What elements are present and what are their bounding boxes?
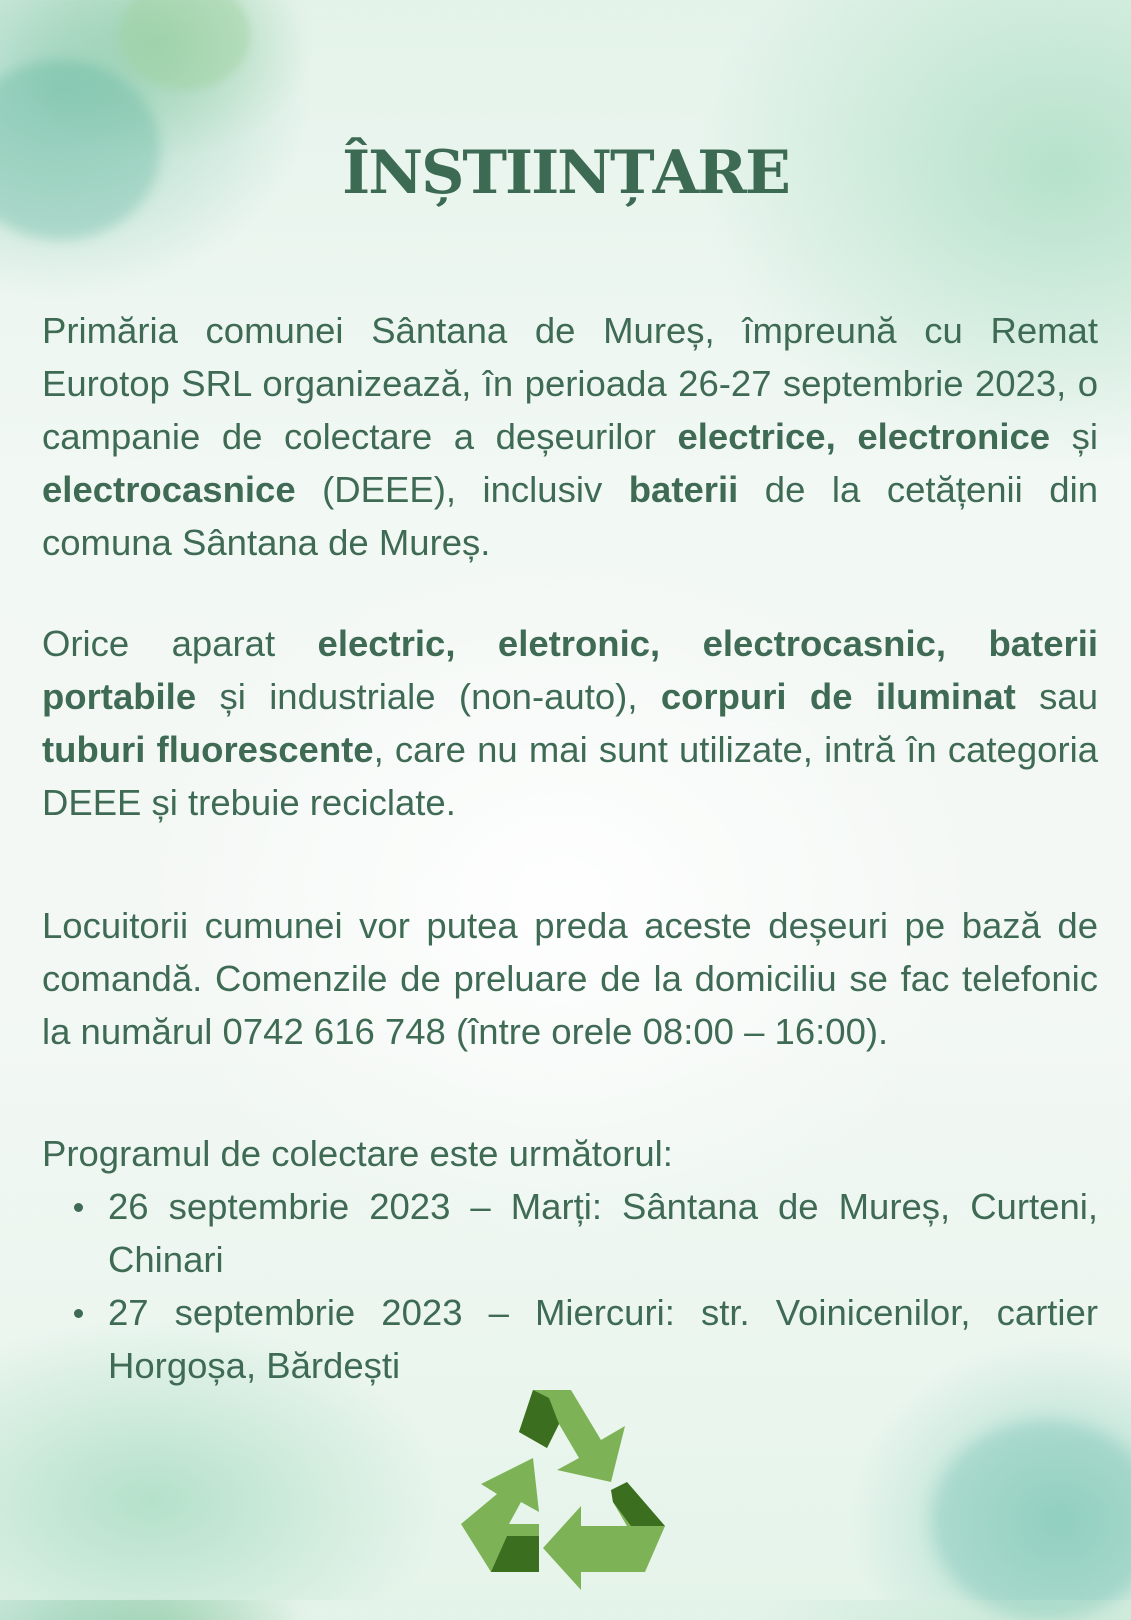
recycle-icon	[461, 1386, 665, 1590]
body-text: Orice aparat	[42, 623, 318, 664]
body-text: și industriale (non-auto),	[196, 676, 661, 717]
body-text: Primăria comunei Sântana de Mureș, împreună cu Remat Eurotop SRL organizează, în perioada 26-27 septembrie 2023, o campanie de colectare a deșeurilor	[42, 310, 1098, 457]
body-text: de la cetățenii din comuna Sântana de Mureș.	[42, 469, 1098, 563]
watercolor-splash-bottom-right	[931, 1420, 1131, 1620]
schedule-item: 27 septembrie 2023 – Miercuri: str. Voinicenilor, cartier Horgoșa, Bărdești	[108, 1286, 1098, 1392]
body-text: (DEEE), inclusiv	[295, 469, 629, 510]
paragraph-campaign	[42, 304, 1098, 569]
emphasis-text: electric, eletronic, electrocasnic, baterii portabile	[42, 623, 1098, 717]
emphasis-text: tuburi fluorescente	[42, 729, 374, 770]
recycle-arrow-left	[461, 1458, 539, 1572]
schedule-intro: Programul de colectare este următorul:	[42, 1133, 673, 1174]
recycle-arrow-right	[543, 1482, 665, 1590]
paragraph-deee-items	[42, 617, 1098, 829]
emphasis-text: baterii	[628, 469, 739, 510]
body-text: și	[1050, 416, 1099, 457]
notice-body	[42, 304, 1098, 1392]
page-title: ÎNȘTIINȚARE	[342, 138, 789, 208]
paragraph-pickup-order: Locuitorii cumunei vor putea preda aceste deșeuri pe bază de comandă. Comenzile de preluare de la domiciliu se fac telefonic la numărul 0742 616 748 (între orele 08:00 – 16:00).	[42, 905, 1098, 1052]
emphasis-text: corpuri de iluminat	[660, 676, 1016, 717]
body-text: sau	[1015, 676, 1098, 717]
emphasis-text: electrocasnice	[42, 469, 296, 510]
schedule-list	[42, 1180, 1098, 1392]
body-text: , care nu mai sunt utilizate, intră în categoria DEEE și trebuie reciclate.	[42, 729, 1099, 823]
emphasis-text: electrice, electronice	[677, 416, 1051, 457]
watercolor-splash-top	[120, 0, 250, 90]
recycle-arrow-top	[519, 1390, 625, 1482]
schedule-item: 26 septembrie 2023 – Marți: Sântana de Mureș, Curteni, Chinari	[108, 1180, 1098, 1286]
